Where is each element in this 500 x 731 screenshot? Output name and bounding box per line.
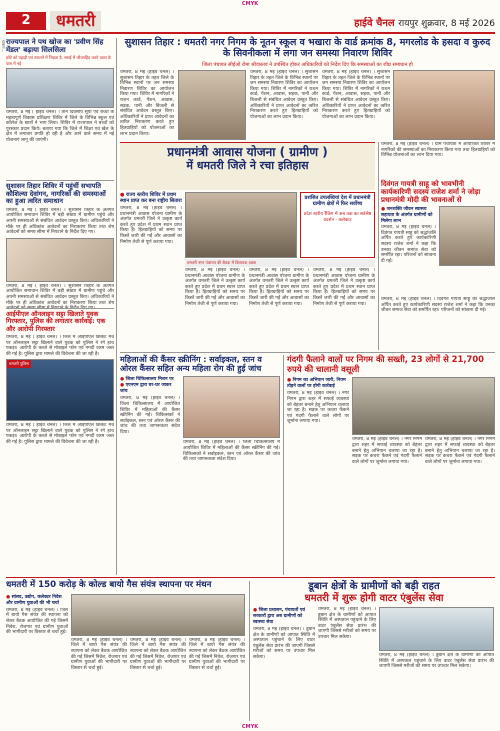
cmyk-mark-bottom: CMYK xyxy=(241,724,259,730)
pmay-headline-1: प्रधानमंत्री आवास योजना ( ग्रामीण ) xyxy=(167,145,328,159)
masthead xyxy=(6,9,495,34)
tribute-body: धमतरी, 8 मई (हाईवे चैनल) । दिवंगत गायत्री साहू को श्रद्धांजलि अर्पित करते हुए कार्यकारिणी सदस्य राजेश शर्मा ने कहा कि उनका जीवन समाज सेवा को समर्पित रहा। परिजनों को सांत्वना दी गई। xyxy=(381,225,436,264)
news-photo xyxy=(6,238,114,282)
news-photo xyxy=(178,70,246,140)
news-photo-right xyxy=(393,70,495,140)
article-body: धमतरी, 8 मई (हाईवे चैनल) । जिले में बायो गैस संयंत्र की स्थापना को लेकर बैठक आयोजित की गई जिसमें निवेश, रोजगार एवं ग्रामीण युवाओं की भागीदारी पर विस्तार से चर्चा हुई। xyxy=(6,607,68,636)
article-body-cont: धमतरी, 8 मई ( हाईवे चैनल) । जिले में आईपीएल क्रिकेट मैच पर ऑनलाइन सट्टा खिलाने वाले युवक को पुलिस ने रंगे हाथ पकड़ा। आरोपी के कब्जे से मोबाइल फोन एवं नगदी रकम जब्त की गई है। पुलिस द्वारा मामले की विवेचना की जा रही है। xyxy=(6,423,114,445)
article-body: धमतरी, 8 मई ( हाईवे चैनल) । सुशासन तिहार के अंतर्गत आयोजित समाधान शिविर में बड़ी संख्या में ग्रामीण पहुंचे और अपनी समस्याओं से संबंधित आवेदन प्रस्तुत किए। अधिकारियों ने मौके पर ही अधिकांश आवेदनों का निराकरण किया तथा शेष आवेदनों को समय सीमा में निपटाने के निर्देश दिए गए। xyxy=(6,207,114,236)
headline-2: धमतरी में शुरू होगी वाटर एंबुलेंस सेवा xyxy=(304,592,444,604)
lead-body-wrap xyxy=(120,70,390,140)
bullet-text: निगम का अभियान जारी, नियम तोड़ने वालों पर होगी कार्रवाई xyxy=(287,378,346,390)
lead-story xyxy=(120,38,495,70)
headline: गंदगी फैलाने वालों पर निगम की सख्ती, 23 लोगों से 21,700 रुपये की चालानी वसूली xyxy=(287,354,484,374)
photo-caption: धमतरी पुलिस xyxy=(9,361,29,367)
headline: सुशासन तिहार शिविर में पहुंचीं सभापति कौशिल्या देवांगन, नागरिकों की समस्याओं का हुआ त्वरित समाधान xyxy=(6,182,106,206)
pmay-headline-2: में धमतरी जिले ने रचा इतिहास xyxy=(186,158,309,172)
bullet-text: राज्य स्तरीय शिविर में प्रथम स्थान प्राप्त कर बना राष्ट्रीय सितारा xyxy=(120,192,182,204)
pmay-cols xyxy=(185,268,375,350)
bullet: ● राज्य स्तरीय शिविर में प्रथम स्थान प्राप्त कर बना राष्ट्रीय सितारा xyxy=(120,192,182,204)
article-body-cont: धमतरी, 8 मई (हाईवे चैनल) । नगर निगम द्वारा शहर में सफाई व्यवस्था को बेहतर बनाने हेतु अभियान चलाया जा रहा है। सड़क पर कचरा फेंकने एवं गंदगी फैलाने वाले लोगों पर जुर्माना लगाया गया। xyxy=(352,437,422,465)
bullet-text: जिला प्रशासन, पंचायतों एवं सरकारों द्वारा अब ग्रामीणों को स्वास्थ्य सेवा xyxy=(253,608,305,625)
lead-headline: सुशासन तिहार : धमतरी नगर निगम के नूतन स्कूल व भखारा के वार्ड क्रमांक 8, मगरलोड के हसदा व कुरुद के सिवनीकला में लगा जन समस्या निवारण शिविर xyxy=(124,37,491,59)
pmay-body-4: धमतरी, 8 मई (हाईवे चैनल) । प्रधानमंत्री आवास योजना ग्रामीण के अंतर्गत धमतरी जिले ने उत्कृष्ट कार्य करते हुए प्रदेश में प्रथम स्थान प्राप्त किया है। हितग्राहियों को समय पर किस्तें जारी की गईं और आवासों का निर्माण तेजी से पूर्ण कराया गया। xyxy=(313,268,375,307)
garbage-photo xyxy=(352,377,495,435)
bullet-text: एएनएम द्वारा घर-घर जाकर जांच xyxy=(120,383,172,395)
article-body-cont: धमतरी, 8 मई (हाईवे चैनल) । डूबान क्षेत्र के ग्रामीणों को आपात स्थिति में अस्पताल पहुंचाने के लिए वाटर एंबुलेंस सेवा प्रारंभ की जाएगी जिससे मरीजों को समय पर उपचार मिल सकेगा। xyxy=(318,607,376,640)
bullet-text: सांसद, उद्योग, कलेक्टर निवेश और ग्रामीण युवाओं की भी चर्चा xyxy=(6,594,62,606)
article-body-cont: धमतरी, 8 मई (हाईवे चैनल) । जिला चिकित्सालय में आयोजित शिविर में महिलाओं की कैंसर स्क्रीनिंग की गई। चिकित्सकों ने सर्वाइकल, स्तन एवं ओरल कैंसर की जांच की तथा जागरूकता संदेश दिया। xyxy=(183,440,280,463)
lead-body-cont: धमतरी, 8 मई (हाईवे चैनल) । सुशासन तिहार के तहत जिले के विभिन्न स्थानों पर जन समस्या निवारण शिविर का आयोजन किया गया। शिविर में नागरिकों ने राशन कार्ड, पेंशन, आवास, सड़क, पानी और बिजली से संबंधित आवेदन प्रस्तुत किए। अधिकारियों ने प्राप्त आवेदनों का त्वरित निराकरण करते हुए हितग्राहियों को योजनाओं का लाभ प्रदान किया। xyxy=(250,70,318,120)
pmay-quote-box xyxy=(300,192,375,258)
pmay-body-3: धमतरी, 8 मई (हाईवे चैनल) । प्रधानमंत्री आवास योजना ग्रामीण के अंतर्गत धमतरी जिले ने उत्कृष्ट कार्य करते हुए प्रदेश में प्रथम स्थान प्राप्त किया है। हितग्राहियों को समय पर किस्तें जारी की गईं और आवासों का निर्माण तेजी से पूर्ण कराया गया। xyxy=(249,268,309,307)
tribute-photo xyxy=(439,206,495,266)
article-garbage-fine xyxy=(287,355,495,541)
tribute-body-cont: धमतरी, 8 मई (हाईवे चैनल) । दिवंगत गायत्री साहू को श्रद्धांजलि अर्पित करते हुए कार्यकारिणी सदस्य राजेश शर्मा ने कहा कि उनका जीवन समाज सेवा को समर्पित रहा। परिजनों को सांत्वना दी गई। xyxy=(381,297,495,314)
article-body-cont2: धमतरी, 8 मई (हाईवे चैनल) । नगर निगम द्वारा शहर में सफाई व्यवस्था को बेहतर बनाने हेतु अभियान चलाया जा रहा है। सड़क पर कचरा फेंकने एवं गंदगी फैलाने वाले लोगों पर जुर्माना लगाया गया। xyxy=(425,437,495,465)
article-governor xyxy=(6,38,114,172)
headline: राज्यपाल ने पथ खोज का 'प्रवीण सिंह मेंडल' बढ़ाया सिलसिला xyxy=(6,38,104,55)
headline: धमतरी में 150 करोड़ के कोल्ड बायो गैस संयंत्र स्थापना पर मंथन xyxy=(6,580,212,590)
headline-1: डूबान क्षेत्रों के ग्रामीणों को बड़ी राहत xyxy=(308,581,440,592)
bullet: ● जनशक्ति जीवन स्वास्थ्य सहायता के अंतर्गत ग्रामीणों को मिलेगा लाभ xyxy=(381,207,433,225)
right-body: धमतरी, 8 मई (हाईवे चैनल) । ग्राम पंचायतों में आयोजित शिविर में नागरिकों की समस्याओं का निराकरण किया गया तथा हितग्राहियों को विभिन्न योजनाओं का लाभ दिया गया। xyxy=(381,142,495,159)
article-body: धमतरी, 8 मई ( हाईवे चैनल) । जिले में आईपीएल क्रिकेट मैच पर ऑनलाइन सट्टा खिलाने वाले युवक को पुलिस ने रंगे हाथ पकड़ा। आरोपी के कब्जे से मोबाइल फोन एवं नगदी रकम जब्त की गई है। पुलिस द्वारा मामले की विवेचना की जा रही है। xyxy=(6,335,114,357)
bullet-1: ● जिला चिकित्सालय मिशन पर xyxy=(120,377,174,383)
article-body-cont: धमतरी, 8 मई ( हाईवे चैनल) । सुशासन तिहार के अंतर्गत आयोजित समाधान शिविर में बड़ी संख्या में ग्रामीण पहुंचे और अपनी समस्याओं से संबंधित आवेदन प्रस्तुत किए। अधिकारियों ने मौके पर ही अधिकांश आवेदनों का निराकरण किया तथा शेष आवेदनों को समय सीमा में निपटाने के निर्देश दिए गए। xyxy=(6,283,114,312)
cmyk-mark-top: CMYK xyxy=(241,1,259,7)
tribute-headline: दिवंगत गायत्री साहू को भावभीनी कार्यकारिणी सदस्य राजेश शर्मा ने जोड़ा प्रधानमंत्री मोदी की भावनाओं से xyxy=(381,180,481,205)
article-ipl xyxy=(6,311,114,583)
article-body: धमतरी, 8 मई ( हाईवे चैनल) । तीन दिवसीय सूर्या एवं बच्चों के महत्वपूर्ण विकास प्रशिक्षण शिविर में जिले के विभिन्न स्कूल एवं कॉलेज के छात्रों ने भाग लिया। शिविर में राज्यपाल ने बच्चों को पुरस्कार प्रदान किये। बताया गया कि जिले में शिक्षा एवं खेल के क्षेत्र में लगातार प्रगति हो रही है और आने वाले समय में नई योजनाएं लागू की जाएंगी। xyxy=(6,110,114,144)
article-body: धमतरी, 8 मई (हाईवे चैनल) । डूबान क्षेत्र के ग्रामीणों को आपात स्थिति में अस्पताल पहुंचाने के लिए वाटर एंबुलेंस सेवा प्रारंभ की जाएगी जिससे मरीजों को समय पर उपचार मिल सकेगा। xyxy=(253,627,315,660)
article-bio-gas xyxy=(6,581,246,700)
bullet-text: जनशक्ति जीवन स्वास्थ्य सहायता के अंतर्गत ग्रामीणों को मिलेगा लाभ xyxy=(381,207,433,225)
subhead: छोटे को पहाड़ी एवं तराशने में भिड़ता है. सराई में जीवनहिंद करने वाला के पास में नई xyxy=(6,55,111,67)
pmay-left xyxy=(120,192,182,356)
lead-body-cont2: धमतरी, 8 मई (हाईवे चैनल) । सुशासन तिहार के तहत जिले के विभिन्न स्थानों पर जन समस्या निवारण शिविर का आयोजन किया गया। शिविर में नागरिकों ने राशन कार्ड, पेंशन, आवास, सड़क, पानी और बिजली से संबंधित आवेदन प्रस्तुत किए। अधिकारियों ने प्राप्त आवेदनों का त्वरित निराकरण करते हुए हितग्राहियों को योजनाओं का लाभ प्रदान किया। xyxy=(322,70,390,120)
headline: महिलाओं की कैंसर स्क्रीनिंग : सर्वाइकल, स्तन व ओरल कैंसर सहित अन्य महिला रोग की हुई जांच xyxy=(120,355,262,374)
lead-body: धमतरी, 8 मई (हाईवे चैनल) । सुशासन तिहार के तहत जिले के विभिन्न स्थानों पर जन समस्या निवारण शिविर का आयोजन किया गया। शिविर में नागरिकों ने राशन कार्ड, पेंशन, आवास, सड़क, पानी और बिजली से संबंधित आवेदन प्रस्तुत किए। अधिकारियों ने प्राप्त आवेदनों का त्वरित निराकरण करते हुए हितग्राहियों को योजनाओं का लाभ प्रदान किया। xyxy=(120,70,174,137)
right-col xyxy=(381,142,495,347)
pmay-caption: धमतरी नगर पंचायत की बैठक में विधायक वक्ता xyxy=(185,259,375,267)
article-water-ambulance xyxy=(253,581,495,707)
bullet-text: जिला चिकित्सालय मिशन पर xyxy=(125,377,174,383)
bullet: ● निगम का अभियान जारी, नियम तोड़ने वालों पर होगी कार्रवाई xyxy=(287,378,346,390)
article-body-cont2: धमतरी, 8 मई (हाईवे चैनल) । डूबान क्षेत्र के ग्रामीणों को आपात स्थिति में अस्पताल पहुंचाने के लिए वाटर एंबुलेंस सेवा प्रारंभ की जाएगी जिससे मरीजों को समय पर उपचार मिल सकेगा। xyxy=(379,653,494,670)
article-body: धमतरी, 8 मई (हाईवे चैनल) । जिला चिकित्सालय में आयोजित शिविर में महिलाओं की कैंसर स्क्रीनिंग की गई। चिकित्सकों ने सर्वाइकल, स्तन एवं ओरल कैंसर की जांच की तथा जागरूकता संदेश दिया। xyxy=(120,396,180,435)
quote-text: प्रशंसित उपलब्धियां देश में प्रधानमंत्री ग्रामीण क्षेत्रों में फिर सर्वोच्च xyxy=(304,195,371,207)
police-photo xyxy=(6,359,114,421)
bullet-2: ● एएनएम द्वारा घर-घर जाकर जांच xyxy=(120,383,172,395)
meeting-photo xyxy=(71,594,245,636)
brand xyxy=(354,15,495,29)
article-sushasan-left xyxy=(6,183,114,314)
article-body-cont3: धमतरी, 8 मई (हाईवे चैनल) । जिले में बायो गैस संयंत्र की स्थापना को लेकर बैठक आयोजित की गई जिसमें निवेश, रोजगार एवं ग्रामीण युवाओं की भागीदारी पर विस्तार से चर्चा हुई। xyxy=(189,637,245,671)
article-body: धमतरी, 8 मई (हाईवे चैनल) । नगर निगम द्वारा शहर में सफाई व्यवस्था को बेहतर बनाने हेतु अभियान चलाया जा रहा है। सड़क पर कचरा फेंकने एवं गंदगी फैलाने वाले लोगों पर जुर्माना लगाया गया। xyxy=(287,391,349,425)
article-body-cont2: धमतरी, 8 मई (हाईवे चैनल) । जिले में बायो गैस संयंत्र की स्थापना को लेकर बैठक आयोजित की गई जिसमें निवेश, रोजगार एवं ग्रामीण युवाओं की भागीदारी पर विस्तार से चर्चा हुई। xyxy=(130,637,186,671)
headline: आईपीएल ऑनलाइन सट्टा खिलाते युवक गिरफ्तार, पुलिस की लगातार कार्रवाई: एक और आरोपी गिरफ्तार xyxy=(6,310,106,333)
bullet: ● सांसद, उद्योग, कलेक्टर निवेश और ग्रामीण युवाओं की भी चर्चा xyxy=(6,594,62,606)
pmay-body: धमतरी, 8 मई (हाईवे चैनल) । प्रधानमंत्री आवास योजना ग्रामीण के अंतर्गत धमतरी जिले ने उत्कृष्ट कार्य करते हुए प्रदेश में प्रथम स्थान प्राप्त किया है। हितग्राहियों को समय पर किस्तें जारी की गईं और आवासों का निर्माण तेजी से पूर्ण कराया गया। xyxy=(120,206,182,245)
pmay-photo xyxy=(185,192,297,258)
brand-name: हाईवे चैनल xyxy=(354,18,395,29)
news-photo xyxy=(6,68,114,108)
brand-dateline: रायपुर शुक्रवार, 8 मई 2026 xyxy=(398,19,495,29)
pmay-banner xyxy=(120,142,375,190)
bullet: ● जिला प्रशासन, पंचायतों एवं सरकारों द्वारा अब ग्रामीणों को स्वास्थ्य सेवा xyxy=(253,608,305,625)
pmay-body-2: धमतरी, 8 मई (हाईवे चैनल) । प्रधानमंत्री आवास योजना ग्रामीण के अंतर्गत धमतरी जिले ने उत्कृष्ट कार्य करते हुए प्रदेश में प्रथम स्थान प्राप्त किया है। हितग्राहियों को समय पर किस्तें जारी की गईं और आवासों का निर्माण तेजी से पूर्ण कराया गया। xyxy=(185,268,245,307)
section-title: धमतरी xyxy=(50,11,101,31)
ambulance-boat-photo xyxy=(379,607,494,651)
screening-photo xyxy=(183,376,280,438)
side-slug: चलता... xyxy=(1,40,6,53)
quote-source: प्रदेश स्तरीय रैंकिंग में अब तक का सर्वश्रेष्ठ प्रदर्शन - कलेक्टर xyxy=(303,212,372,223)
lead-subhead: जिला पंचायत सीईओ रोमा श्रीवास्तव ने उपस्थित होकर अधिकारियों को निर्देश दिए कि समस्याओं का शीघ्र समाधान हो xyxy=(202,61,413,68)
page-number: 2 xyxy=(6,12,46,30)
article-cancer-screening xyxy=(120,355,280,536)
article-body-cont: धमतरी, 8 मई (हाईवे चैनल) । जिले में बायो गैस संयंत्र की स्थापना को लेकर बैठक आयोजित की गई जिसमें निवेश, रोजगार एवं ग्रामीण युवाओं की भागीदारी पर विस्तार से चर्चा हुई। xyxy=(71,637,127,671)
